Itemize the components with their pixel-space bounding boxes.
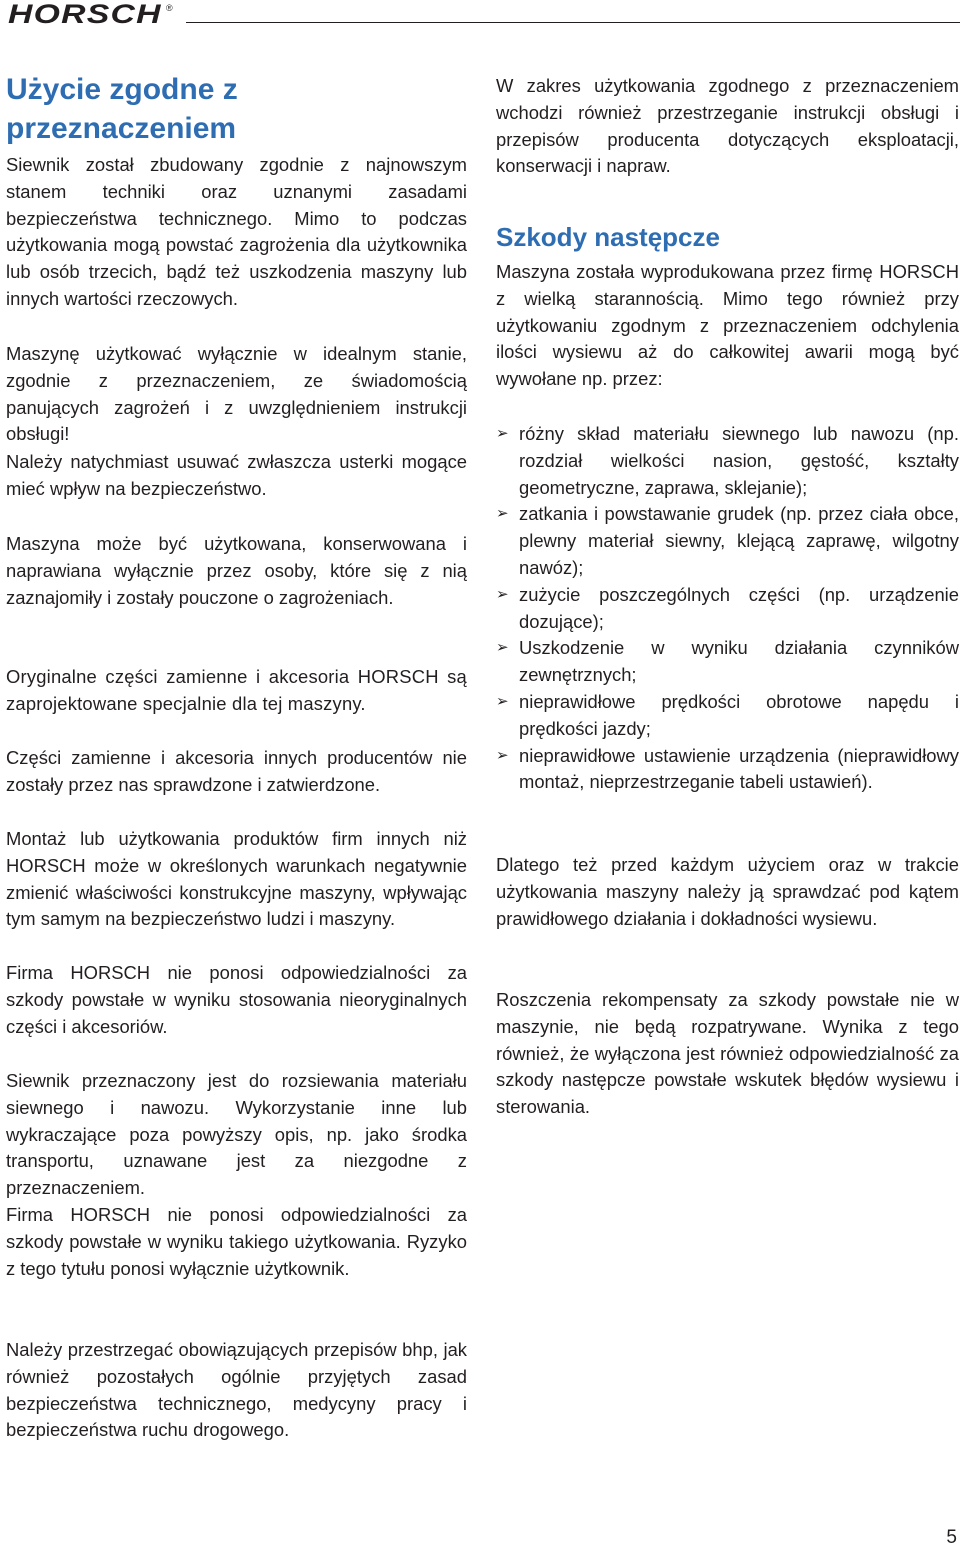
paragraph-other-parts: Części zamienne i akcesoria innych producentów nie zostały przez nas sprawdzone i zatwierdzone.	[6, 747, 467, 795]
paragraph-installation: Montaż lub użytkowania produktów firm innych niż HORSCH może w określonych warunkach negatywnie zmienić właściwości konstrukcyjne maszyny, wpływając tym samym na bezpieczeństwo ludzi i maszyny.	[6, 828, 467, 930]
arrow-bullet-icon: ➢	[496, 425, 509, 442]
arrow-bullet-icon: ➢	[496, 585, 509, 603]
list-item: ➢ Uszkodzenie w wyniku działania czynników zewnętrznych;	[496, 637, 959, 686]
paragraph-manufacturing: Maszyna została wyprodukowana przez firmę HORSCH z wielką starannością. Mimo tego również przy użytkowaniu zgodnym z przeznaczeniem odchylenia ilości wysiewu aż do całkowitej awarii mogą być wywołane np. przez:	[496, 261, 959, 390]
arrow-bullet-icon: ➢	[496, 505, 509, 523]
list-item: ➢ nieprawidłowe prędkości obrotowe napędu i prędkości jazdy;	[496, 690, 959, 739]
paragraph-intro: Siewnik został zbudowany zgodnie z najnowszym stanem techniki oraz uznanymi zasadami bezpieczeństwa technicznego. Mimo to podczas użytkowania mogą powstać zagrożenia dla użytkownika lub osób trzecich, bądź też uszkodzenia maszyny lub innych wartości rzeczowych.	[6, 154, 467, 309]
paragraph-check-before-use: Dlatego też przed każdym użyciem oraz w trakcie użytkowania maszyny należy ją sprawdzać pod kątem prawidłowego działania i dokładności wysiewu.	[496, 854, 959, 929]
header-rule	[186, 22, 960, 23]
list-item: ➢ zużycie poszczególnych części (np. urządzenie dozujące);	[496, 583, 959, 632]
paragraph-purpose: Siewnik przeznaczony jest do rozsiewania materiału siewnego i nawozu. Wykorzystanie inne lub wykraczające poza powyższy opis, np. jako środka transportu, uznawane jest za niezgodne z przeznaczeniem.	[6, 1070, 467, 1199]
paragraph-claims: Roszczenia rekompensaty za szkody powstałe nie w maszynie, nie będą rozpatrywane. Wynika z tego również, że wyłączona jest również odpowiedzialność za szkody następcze powstałe wskutek błędów wysiewu i sterowania.	[496, 989, 959, 1118]
paragraph-defects: Należy natychmiast usuwać zwłaszcza usterki mogące mieć wpływ na bezpieczeństwo.	[6, 451, 467, 499]
paragraph-safety-rules: Należy przestrzegać obowiązujących przepisów bhp, jak również pozostałych ogólnie przyjętych zasad bezpieczeństwa technicznego, medycyny pracy i bezpieczeństwa ruchu drogowego.	[6, 1339, 467, 1441]
paragraph-ideal-condition: Maszynę użytkować wyłącznie w idealnym stanie, zgodnie z przeznaczeniem, ze świadomością panujących zagrożeń i z uwzględnieniem instrukcji obsługi!	[6, 343, 467, 445]
arrow-bullet-icon: ➢	[496, 639, 509, 657]
arrow-bullet-icon: ➢	[496, 746, 509, 764]
paragraph-liability-use: Firma HORSCH nie ponosi odpowiedzialności za szkody powstałe w wyniku takiego użytkowania. Ryzyko z tego tytułu ponosi wyłącznie użytkownik.	[6, 1204, 467, 1279]
arrow-bullet-icon: ➢	[496, 692, 509, 710]
page-header	[6, 0, 960, 30]
section-title-consequential-damage: Szkody następcze	[496, 222, 720, 252]
causes-list	[496, 421, 959, 796]
paragraph-original-parts: Oryginalne części zamienne i akcesoria HORSCH są zaprojektowane specjalnie dla tej maszyny.	[6, 666, 467, 714]
page-number: 5	[946, 1527, 957, 1548]
registered-mark: ®	[166, 3, 173, 13]
list-item: ➢ różny skład materiału siewnego lub nawozu (np. rozdział wielkości nasion, gęstość, kształty geometryczne, zaprawa, sklejanie);	[496, 423, 959, 498]
list-item: ➢ zatkania i powstawanie grudek (np. przez ciała obce, plewny materiał siewny, klejącą zaprawę, wilgotny nawóz);	[496, 503, 959, 578]
paragraph-scope: W zakres użytkowania zgodnego z przeznaczeniem wchodzi również przestrzeganie instrukcji obsługi i przepisów producenta dotyczących eksploatacji, konserwacji i napraw.	[496, 75, 959, 177]
list-item: ➢ nieprawidłowe ustawienie urządzenia (nieprawidłowy montaż, nieprzestrzeganie tabeli ustawień).	[496, 744, 959, 793]
section-title-intended-use: Użycie zgodne z przeznaczeniem	[6, 73, 238, 145]
horsch-logo: HORSCH	[8, 0, 162, 29]
paragraph-qualified-persons: Maszyna może być użytkowana, konserwowana i naprawiana wyłącznie przez osoby, które się z nią zaznajomiły i zostały pouczone o zagrożeniach.	[6, 533, 467, 608]
paragraph-liability-parts: Firma HORSCH nie ponosi odpowiedzialności za szkody powstałe w wyniku stosowania nieoryginalnych części i akcesoriów.	[6, 962, 467, 1037]
